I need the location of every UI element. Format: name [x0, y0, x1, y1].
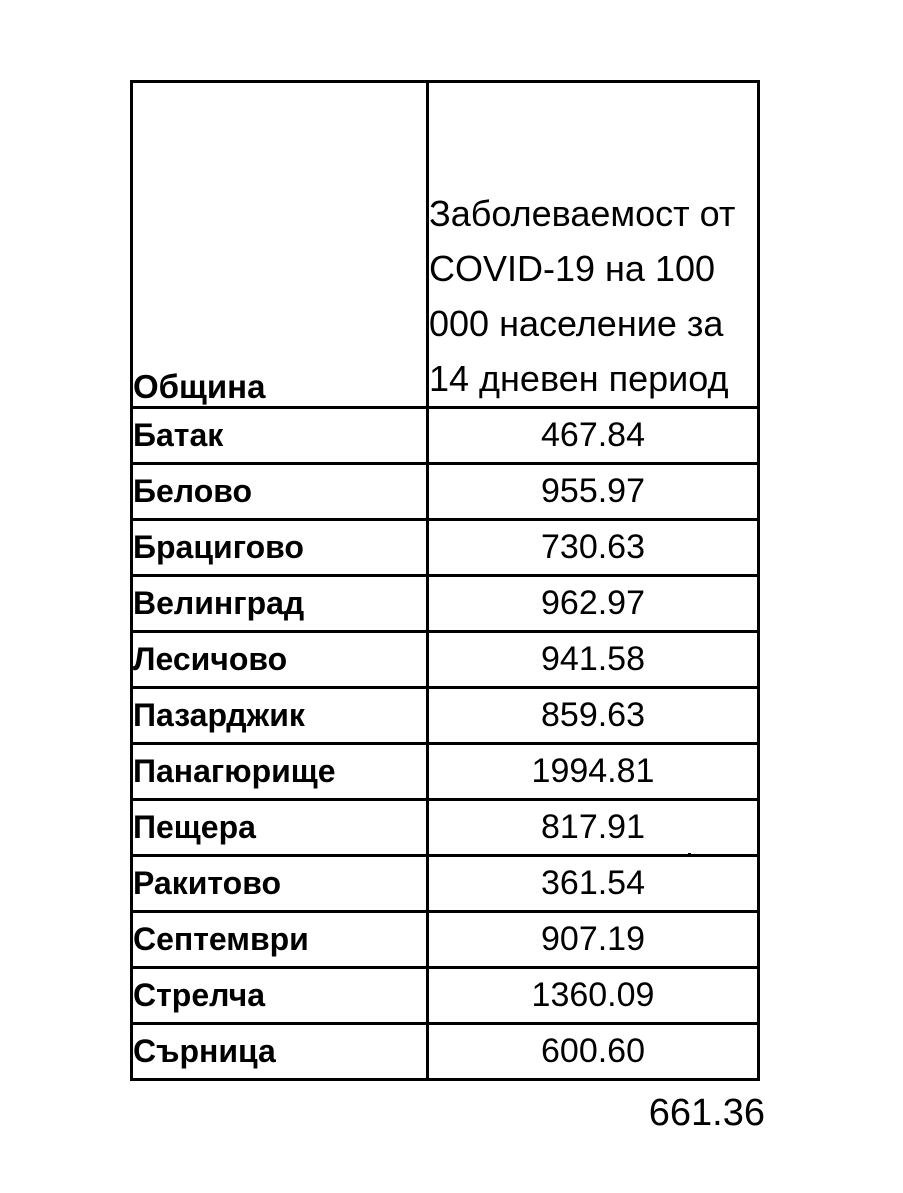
- municipality-name-cell: Септември: [132, 912, 428, 968]
- incidence-value-cell: 817.91: [428, 800, 759, 856]
- incidence-column-header: Заболеваемост от COVID-19 на 100 000 население за 14 дневен период: [428, 82, 759, 408]
- table-row: [132, 744, 759, 800]
- incidence-value-cell: 1994.81: [428, 744, 759, 800]
- municipality-name-cell: Панагюрище: [132, 744, 428, 800]
- municipality-name-cell: Сърница: [132, 1024, 428, 1080]
- municipality-name-cell: Пещера: [132, 800, 428, 856]
- stray-mark: [688, 853, 691, 856]
- municipality-column-header: Община: [132, 82, 428, 408]
- incidence-value-cell: 962.97: [428, 576, 759, 632]
- incidence-value-cell: 1360.09: [428, 968, 759, 1024]
- incidence-value-cell: 907.19: [428, 912, 759, 968]
- incidence-value-cell: 955.97: [428, 464, 759, 520]
- table-row: [132, 408, 759, 464]
- incidence-table: [130, 80, 760, 1081]
- table-row: [132, 632, 759, 688]
- incidence-value-cell: 730.63: [428, 520, 759, 576]
- municipality-name-cell: Ракитово: [132, 856, 428, 912]
- municipality-name-cell: Велинград: [132, 576, 428, 632]
- incidence-value-cell: 859.63: [428, 688, 759, 744]
- table-row: [132, 800, 759, 856]
- table-row: [132, 912, 759, 968]
- incidence-value-cell: 600.60: [428, 1024, 759, 1080]
- table-row: [132, 688, 759, 744]
- table-row: [132, 464, 759, 520]
- incidence-value-cell: 361.54: [428, 856, 759, 912]
- table-header-row: [132, 82, 759, 408]
- municipality-name-cell: Батак: [132, 408, 428, 464]
- municipality-name-cell: Белово: [132, 464, 428, 520]
- table-row: [132, 576, 759, 632]
- incidence-value-cell: 467.84: [428, 408, 759, 464]
- total-value: 661.36: [648, 1092, 765, 1134]
- table-row: [132, 856, 759, 912]
- table-row: [132, 520, 759, 576]
- municipality-name-cell: Пазарджик: [132, 688, 428, 744]
- municipality-name-cell: Брацигово: [132, 520, 428, 576]
- municipality-name-cell: Стрелча: [132, 968, 428, 1024]
- municipality-name-cell: Лесичово: [132, 632, 428, 688]
- table-row: [132, 968, 759, 1024]
- table-row: [132, 1024, 759, 1080]
- table-body: [132, 408, 759, 1080]
- incidence-value-cell: 941.58: [428, 632, 759, 688]
